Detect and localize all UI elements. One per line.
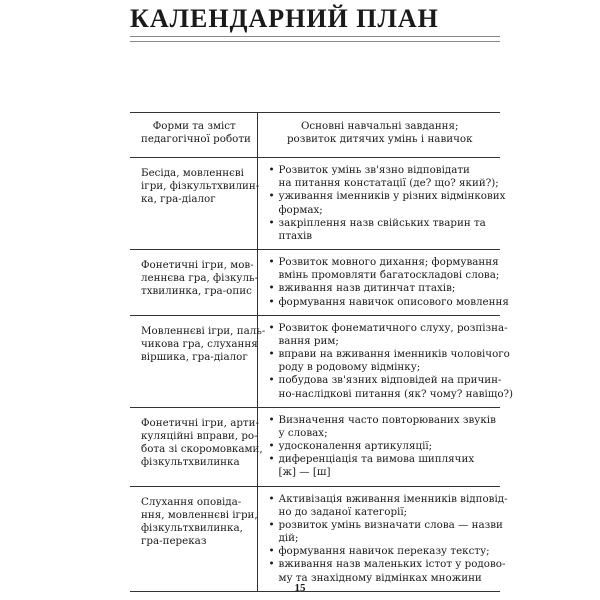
task-text: Розвиток умінь зв'язно відповідати	[278, 164, 470, 176]
bullet-icon: •	[268, 374, 275, 387]
forms-line: Фонетичні ігри, мов-	[141, 259, 254, 272]
task-text: [ж] — [ш]	[278, 466, 331, 479]
task-text: Визначення часто повторюваних звуків	[278, 413, 496, 426]
task-text: розвиток умінь визначати слова — назви	[278, 518, 503, 531]
task-text: на питання констатації (де? що? який?);	[278, 177, 499, 190]
bullet-icon: •	[268, 164, 275, 176]
task-line	[269, 335, 492, 348]
task-line	[269, 545, 492, 558]
task-line	[268, 190, 506, 203]
task-text: у словах;	[278, 426, 328, 439]
forms-line: гра-переказ	[141, 535, 207, 548]
table-row	[130, 407, 500, 486]
task-text: формах;	[278, 203, 323, 216]
bullet-icon: •	[268, 453, 275, 466]
task-text: Розвиток мовного дихання; формування	[278, 256, 499, 269]
task-line	[269, 177, 499, 190]
forms-line: чикова гра, слухання	[141, 337, 258, 350]
forms-cell	[130, 407, 263, 486]
task-text: но-наслідкові питання (як? чому? навіщо?)	[278, 387, 514, 400]
task-line	[268, 492, 508, 506]
task-text: удосконалення артикуляції;	[278, 440, 433, 453]
forms-cell	[130, 486, 257, 591]
task-line	[269, 217, 492, 230]
bullet-icon: •	[268, 518, 275, 531]
task-line	[269, 440, 492, 453]
task-text: дій;	[278, 532, 299, 545]
forms-line: ігри, фізкультхвилин-	[141, 180, 260, 193]
page-title: КАЛЕНДАРНИЙ ПЛАН	[130, 4, 439, 33]
forms-cell	[130, 158, 260, 250]
forms-line: Бесіда, мовленнєві	[141, 167, 244, 179]
tasks-cell	[257, 158, 506, 250]
task-line	[269, 427, 492, 440]
bullet-icon: •	[268, 256, 275, 269]
forms-line: Фонетичні ігри, арти-	[141, 416, 259, 429]
forms-line: тхвилинка, гра-опис	[141, 285, 252, 298]
table-row	[130, 250, 500, 316]
task-line	[269, 387, 514, 401]
task-text: формування навичок переказу тексту;	[278, 545, 490, 558]
task-text: диференціація та вимова шиплячих	[278, 453, 475, 466]
task-text: но до заданої категорії;	[278, 505, 408, 518]
task-text: вмінь промовляти багатоскладові слова;	[278, 269, 500, 282]
task-text: му та знахідному відмінках множини	[278, 571, 482, 584]
task-text: закріплення назв свійських тварин та	[278, 216, 486, 229]
task-text: уживання іменників у різних відмінкових	[278, 190, 506, 203]
header-tasks	[257, 113, 500, 158]
forms-line: Слухання оповіда-	[141, 495, 242, 508]
header-line: педагогічної роботи	[141, 133, 251, 146]
bullet-icon: •	[268, 190, 275, 203]
forms-line: ка, гра-діалог	[141, 193, 216, 206]
forms-line: фізкультхвилинка	[141, 456, 240, 469]
task-line	[268, 413, 496, 427]
bullet-icon: •	[268, 492, 275, 505]
task-line	[268, 558, 506, 571]
title-rule	[130, 36, 500, 42]
task-line	[269, 204, 492, 217]
calendar-plan-table	[130, 112, 514, 592]
task-line	[269, 269, 500, 282]
task-text: формування навичок описового мовлення	[278, 295, 509, 308]
bullet-icon: •	[268, 282, 275, 295]
task-line	[269, 230, 492, 243]
forms-line: фізкультхвилинка,	[141, 521, 243, 534]
forms-line: бота зі скоромовками,	[141, 443, 263, 456]
forms-line: ння, мовленнєві ігри,	[141, 508, 258, 521]
page-number: 15	[294, 582, 306, 594]
header-line: Основні навчальні завдання;	[300, 120, 459, 132]
tasks-cell	[257, 486, 508, 591]
task-line	[269, 453, 492, 466]
header-forms	[130, 113, 257, 158]
bullet-icon: •	[268, 413, 275, 426]
forms-line: віршика, гра-діалог	[141, 351, 248, 364]
task-line	[269, 466, 492, 479]
tasks-cell	[257, 250, 509, 316]
tasks-cell	[257, 315, 514, 407]
task-text: побудова зв'язних відповідей на причин-	[278, 374, 502, 387]
bullet-icon: •	[268, 321, 275, 334]
task-text: вживання назв дитинчат птахів;	[278, 282, 456, 295]
bullet-icon: •	[268, 545, 275, 558]
task-line	[268, 295, 509, 309]
task-text: роду в родовому відмінку;	[278, 361, 421, 374]
table-row	[130, 315, 500, 407]
task-line	[268, 256, 499, 269]
forms-cell	[130, 315, 266, 407]
task-text: Активізація вживання іменників відповід-	[278, 492, 508, 505]
forms-cell	[130, 250, 257, 316]
bullet-icon: •	[268, 348, 275, 361]
task-text: птахів	[278, 229, 313, 242]
task-text: вживання назв маленьких істот у родово-	[278, 558, 506, 571]
task-line	[269, 532, 492, 545]
task-line	[268, 374, 502, 387]
task-line	[269, 164, 492, 177]
bullet-icon: •	[268, 558, 275, 571]
task-line	[268, 518, 503, 532]
table-row	[130, 158, 500, 250]
bullet-icon: •	[268, 295, 275, 308]
forms-line: Мовленнєві ігри, паль-	[141, 324, 266, 337]
task-text: Розвиток фонематичного слуху, розпізна-	[278, 321, 508, 334]
forms-line: леннєва гра, фізкуль-	[141, 272, 259, 285]
task-line	[269, 361, 492, 374]
task-line	[268, 321, 508, 335]
task-text: вання рим;	[278, 334, 339, 347]
bullet-icon: •	[268, 216, 275, 229]
bullet-icon: •	[268, 440, 275, 453]
forms-line: куляційні вправи, ро-	[141, 429, 258, 442]
tasks-cell	[257, 407, 500, 486]
header-line: розвиток дитячих умінь і навичок	[286, 133, 473, 146]
table-row	[130, 486, 500, 591]
task-line	[269, 506, 492, 519]
task-line	[269, 282, 492, 295]
task-text: вправи на вживання іменників чоловічого	[278, 348, 510, 361]
table-header-row	[130, 113, 500, 158]
header-line: Форми та зміст	[152, 120, 236, 132]
task-line	[268, 348, 510, 361]
